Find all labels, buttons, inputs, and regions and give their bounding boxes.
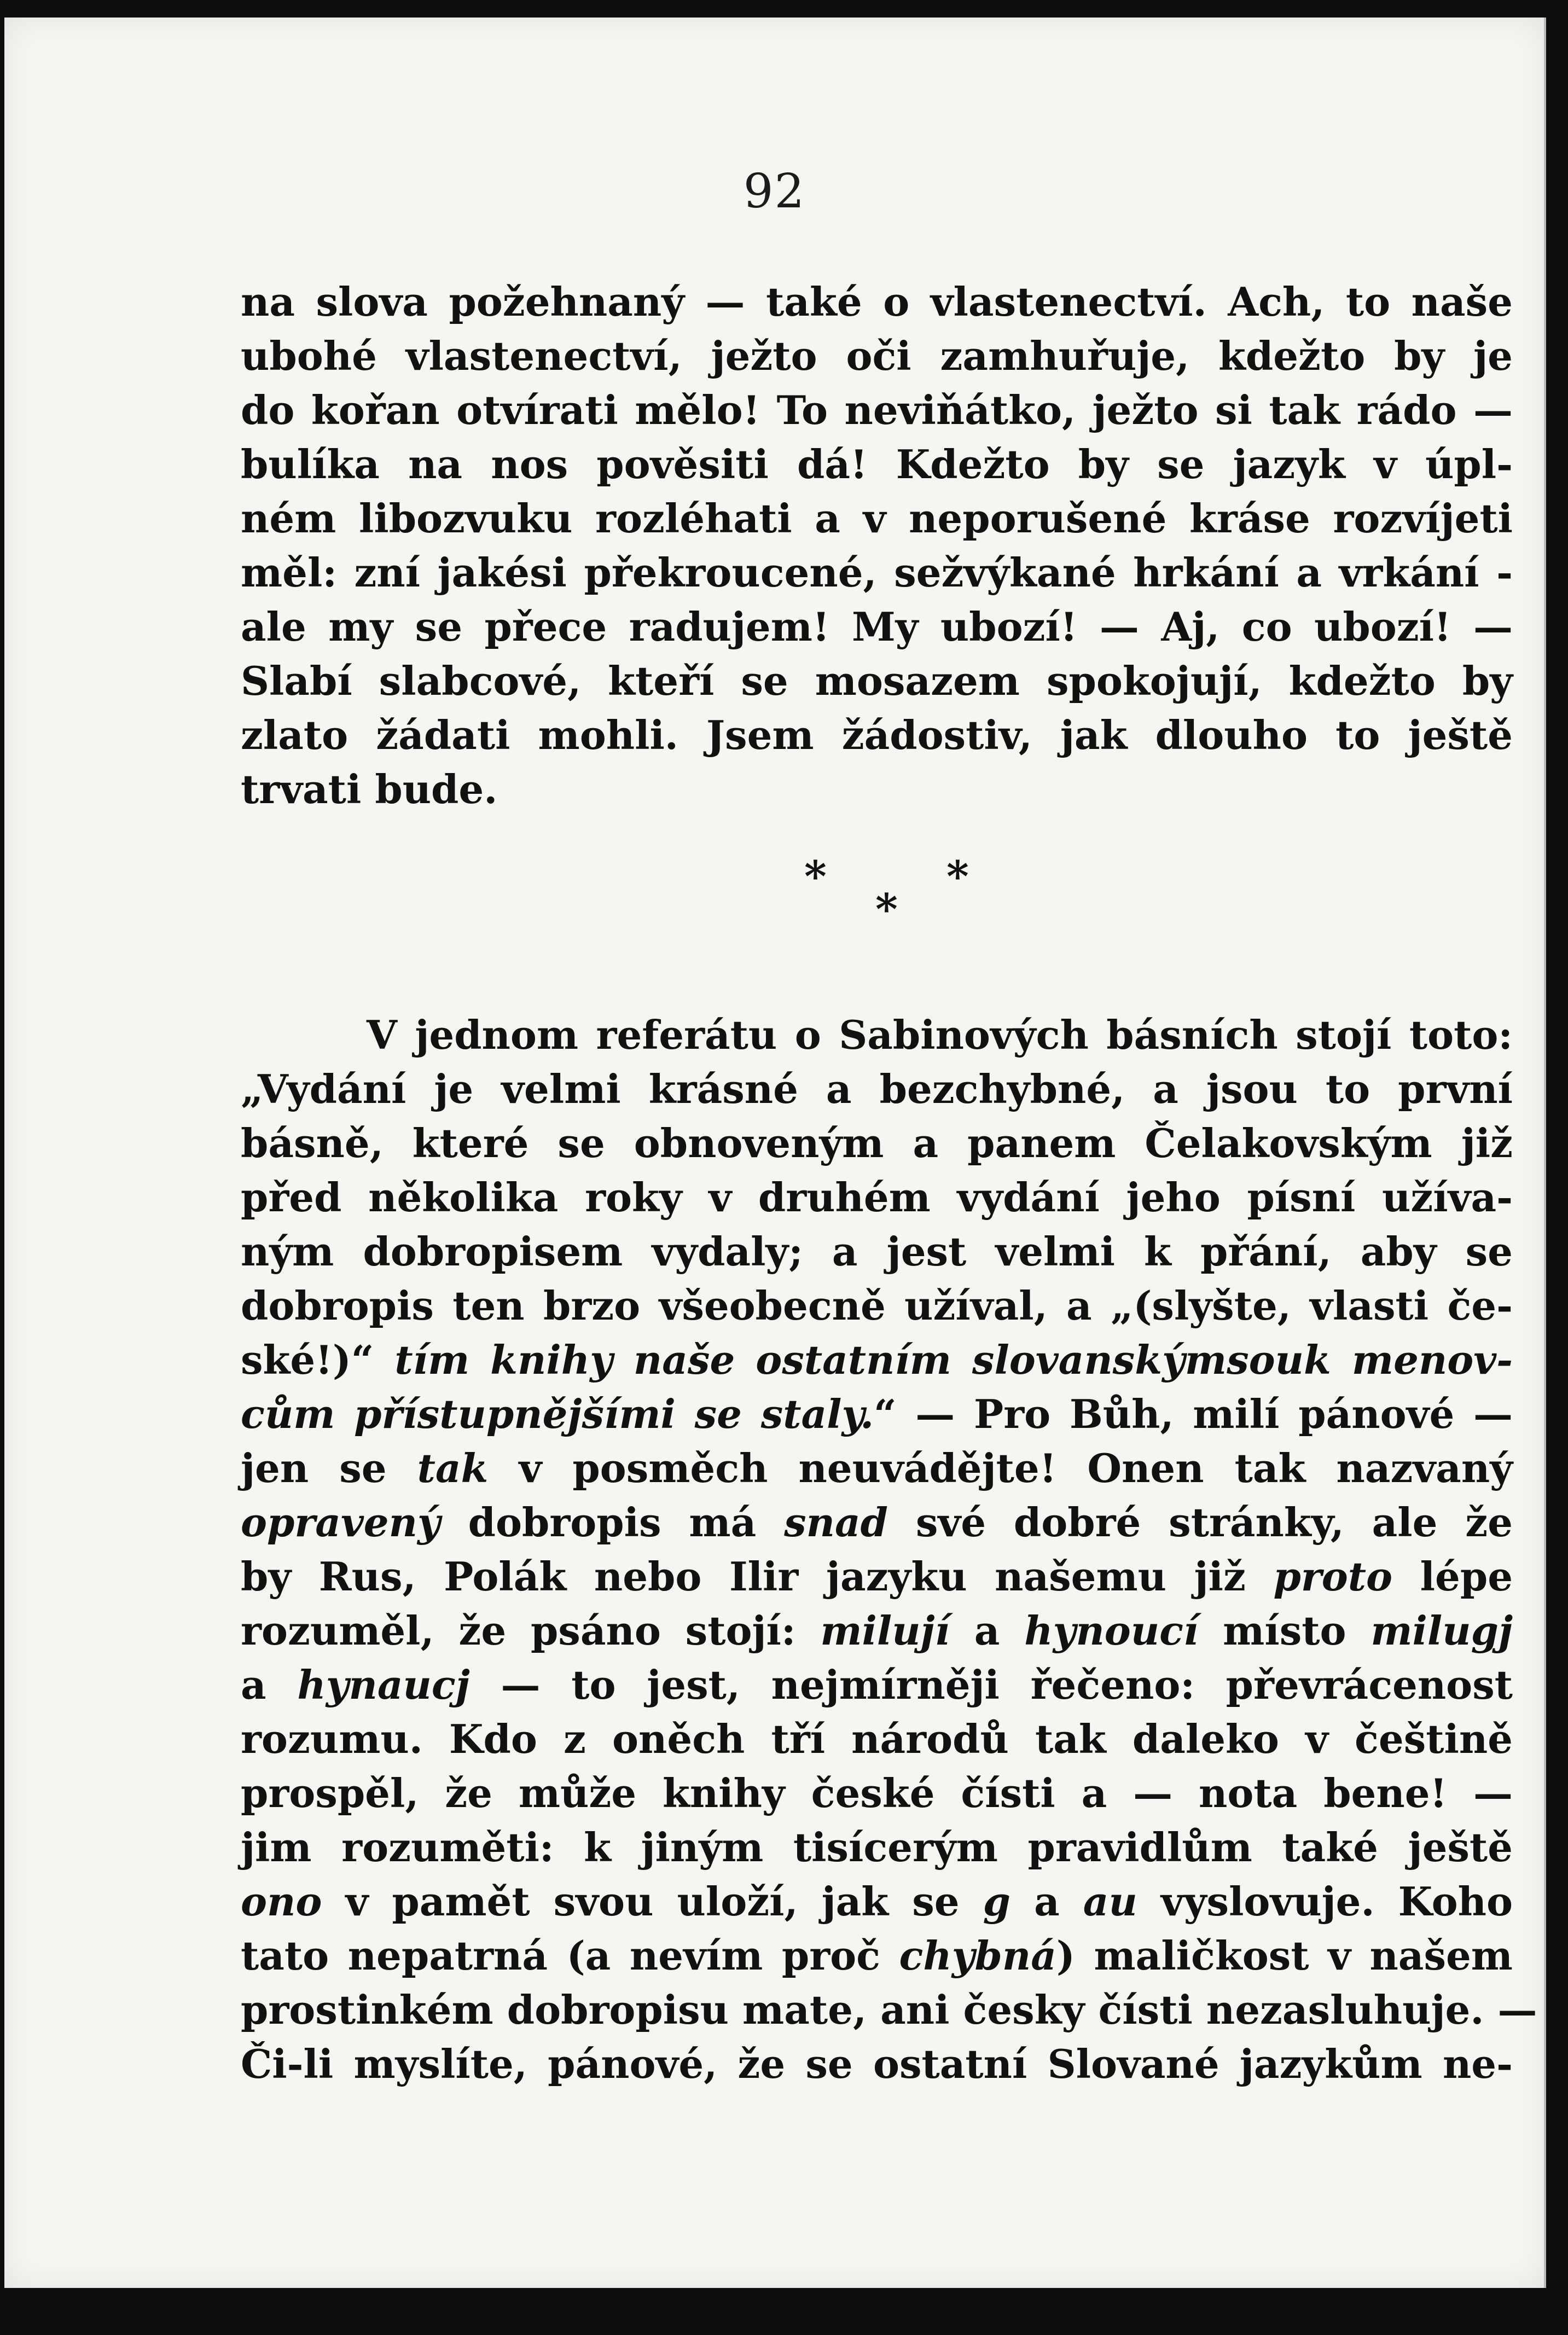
text-line: jim rozuměti: k jiným tisícerým pravidlům také ještě — [241, 1824, 1513, 1871]
text-line — [241, 1929, 1513, 1983]
text-line — [241, 1441, 1513, 1495]
text-line: ubohé vlastenectví, ježto oči zamhuřuje, kdežto by je — [241, 333, 1513, 379]
text-run: ské!)“ — [241, 1337, 395, 1383]
italic-word: ono — [241, 1878, 322, 1925]
text-line: Slabí slabcové, kteří se mosazem spokojují, kdežto by — [241, 658, 1513, 704]
text-line: Či-li myslíte, pánové, že se ostatní Slované jazykům ne- — [241, 2041, 1513, 2087]
book-page — [4, 18, 1544, 2288]
text-run: a — [241, 1662, 298, 1708]
text-line: zlato žádati mohli. Jsem žádostiv, jak dlouho to ještě — [241, 712, 1513, 758]
italic-word: milugj — [1370, 1607, 1513, 1654]
asterisk: * — [875, 885, 898, 934]
paragraph-vlastenectvi — [241, 275, 1513, 816]
quoted-italic: cům přístupnějšími se staly. — [241, 1391, 874, 1437]
text-run: své dobré stránky, ale že — [887, 1499, 1513, 1546]
text-line — [241, 1874, 1513, 1929]
italic-word: g — [983, 1878, 1011, 1925]
text-line: ném libozvuku rozléhati a v neporušené kráse rozvíjeti — [241, 495, 1513, 542]
text-line: ale my se přece radujem! My ubozí! — Aj, co ubozí! — — [241, 603, 1513, 650]
text-line: do kořan otvírati mělo! To neviňátko, ježto si tak rádo — — [241, 387, 1513, 433]
page-number: 92 — [743, 164, 806, 219]
section-separator — [241, 816, 1513, 1008]
text-line: V jednom referátu o Sabinových básních stojí toto: — [367, 1012, 1513, 1058]
italic-word: au — [1083, 1878, 1137, 1925]
text-run: dobropis má — [440, 1499, 785, 1546]
italic-word: proto — [1273, 1553, 1393, 1600]
italic-word: opravený — [241, 1499, 440, 1546]
italic-word: tak — [417, 1445, 489, 1491]
text-run: jen se — [241, 1445, 417, 1491]
text-run: místo — [1198, 1607, 1371, 1654]
text-run: vyslovuje. Koho — [1137, 1878, 1513, 1925]
text-line — [241, 1495, 1513, 1549]
text-line — [241, 1333, 1513, 1387]
quoted-italic: tím knihy naše ostatním slovanskýmsouk menov- — [394, 1337, 1513, 1383]
text-line: před několika roky v druhém vydání jeho písní užíva- — [241, 1174, 1513, 1221]
text-run: ) maličkost v našem — [1056, 1932, 1513, 1979]
asterisk: * — [804, 852, 827, 902]
page-edge — [1544, 18, 1546, 2288]
italic-word: milují — [820, 1607, 950, 1654]
text-line: básně, které se obnoveným a panem Čelakovským již — [241, 1120, 1513, 1166]
text-line — [241, 1387, 1513, 1441]
text-line: bulíka na nos pověsiti dá! Kdežto by se jazyk v úpl- — [241, 441, 1513, 487]
text-run: by Rus, Polák nebo Ilir jazyku našemu již — [241, 1553, 1274, 1600]
text-run: “ — Pro Bůh, milí pánové — — [874, 1391, 1513, 1437]
text-line — [241, 1549, 1513, 1604]
text-run: v pamět svou uloží, jak se — [322, 1878, 983, 1925]
text-line: „Vydání je velmi krásné a bezchybné, a jsou to první — [241, 1066, 1513, 1112]
text-line: prostinkém dobropisu mate, ani česky čísti nezasluhuje. — — [241, 1987, 1537, 2033]
text-line: rozumu. Kdo z oněch tří národů tak daleko v češtině — [241, 1716, 1513, 1762]
text-line: měl: zní jakési překroucené, sežvýkané hrkání a vrkání - — [241, 549, 1513, 596]
text-run: a — [1011, 1878, 1083, 1925]
text-run: a — [949, 1607, 1025, 1654]
text-line — [241, 1604, 1513, 1658]
text-run: rozuměl, že psáno stojí: — [241, 1607, 821, 1654]
italic-word: snad — [784, 1499, 888, 1546]
text-line: trvati bude. — [241, 766, 498, 812]
italic-word: hynoucí — [1024, 1607, 1199, 1654]
italic-word: chybná — [899, 1932, 1056, 1979]
text-line: prospěl, že může knihy české čísti a — nota bene! — — [241, 1770, 1513, 1816]
text-line: ným dobropisem vydaly; a jest velmi k přání, aby se — [241, 1228, 1513, 1275]
page-body — [241, 275, 1537, 2091]
paragraph-referat — [241, 1008, 1537, 2091]
text-line — [241, 1658, 1513, 1712]
text-line: dobropis ten brzo všeobecně užíval, a „(slyšte, vlasti če- — [241, 1282, 1513, 1329]
text-line: na slova požehnaný — také o vlastenectví. Ach, to naše — [241, 278, 1513, 325]
italic-word: hynaucj — [297, 1662, 470, 1708]
text-run: tato nepatrná (a nevím proč — [241, 1932, 899, 1979]
text-run: lépe — [1392, 1553, 1513, 1600]
text-run: — to jest, nejmírněji řečeno: převrácenost — [469, 1662, 1513, 1708]
text-run: v posměch neuvádějte! Onen tak nazvaný — [488, 1445, 1513, 1491]
asterisk: * — [946, 852, 969, 902]
